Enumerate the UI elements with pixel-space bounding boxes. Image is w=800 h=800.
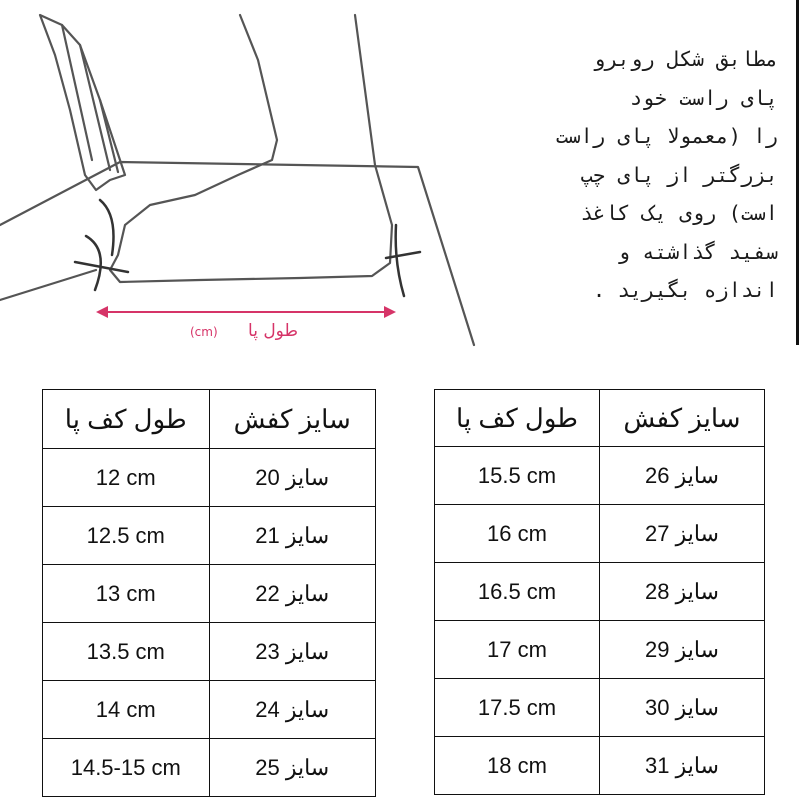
foot-length-value: 18 cm [487,752,547,778]
table-row [435,447,765,505]
foot-length-value: 14.5-15 cm [70,754,181,780]
shoe-size-cell: سایز 23 [209,623,376,681]
arrow-head-right [384,306,396,318]
instruction-line: مطابق شکل روبرو [592,47,778,71]
table-header-row [435,390,765,447]
foot-length-cell [435,447,600,505]
foot-length-value: 17 cm [487,636,547,662]
foot-length-value: 12 cm [95,464,156,490]
instruction-line: را (معمولا پای راست [555,124,778,148]
instruction-line: اندازه بگیرید . [592,278,778,302]
shoe-size-cell: سایز 30 [600,679,765,737]
table-row [435,505,765,563]
table-row [43,739,376,797]
instruction-line: سفید گذاشته و [617,239,778,264]
table-header-row [43,390,376,449]
foot-length-cell [43,623,210,681]
foot-length-cell [435,679,600,737]
shoe-size-cell: سایز 20 [209,449,376,507]
table-row [435,679,765,737]
table-row [43,681,376,739]
instruction-line: است) روی یک کاغذ [580,201,778,225]
shoe-size-cell: سایز 28 [600,563,765,621]
foot-length-cell [43,681,210,739]
paper-sheet [0,162,474,345]
header-foot-length: طول کف پا [43,390,210,449]
table-row [435,563,765,621]
foot-length-value: 16.5 cm [477,578,557,604]
foot-length-cell [43,449,210,507]
foot-length-value: 12.5 cm [86,522,165,548]
measurement-label: طول پا [248,321,298,341]
header-foot-length: طول کف پا [435,390,600,447]
foot-length-cell [43,739,210,797]
foot-length-cell [435,563,600,621]
instruction-line: بزرگتر از پای چپ [580,162,778,187]
foot-measurement-illustration [0,0,480,360]
shoe-size-cell: سایز 27 [600,505,765,563]
measurement-unit: (cm) [190,325,218,339]
frame-border [796,0,799,345]
table-row [43,565,376,623]
foot-length-cell [435,621,600,679]
size-table-left [42,389,376,797]
table-row [43,507,376,565]
shoe-size-cell: سایز 25 [209,739,376,797]
arrow-head-left [96,306,108,318]
foot-length-value: 17.5 cm [477,694,557,720]
table-row [43,623,376,681]
header-shoe-size: سایز کفش [600,390,765,447]
instruction-line: پای راست خود [629,85,778,110]
foot-length-cell [43,507,210,565]
shoe-size-cell: سایز 26 [600,447,765,505]
foot-length-value: 16 cm [487,520,547,546]
shoe-size-cell: سایز 21 [209,507,376,565]
measurement-instructions [478,40,778,310]
foot-length-cell [43,565,210,623]
table-row [435,737,765,795]
shoe-size-cell: سایز 24 [209,681,376,739]
table-row [435,621,765,679]
foot-length-cell [435,737,600,795]
table-row [43,449,376,507]
foot-length-value: 14 cm [95,696,156,722]
foot-length-value: 13.5 cm [86,638,165,664]
header-shoe-size: سایز کفش [209,390,376,449]
shoe-size-cell: سایز 22 [209,565,376,623]
shoe-size-cell: سایز 29 [600,621,765,679]
size-table-right [434,389,765,795]
pants-hem [40,15,125,190]
shoe-size-cell: سایز 31 [600,737,765,795]
leg-outline [110,15,392,282]
foot-length-cell [435,505,600,563]
foot-length-value: 13 cm [95,580,156,606]
foot-length-value: 15.5 cm [477,462,557,488]
